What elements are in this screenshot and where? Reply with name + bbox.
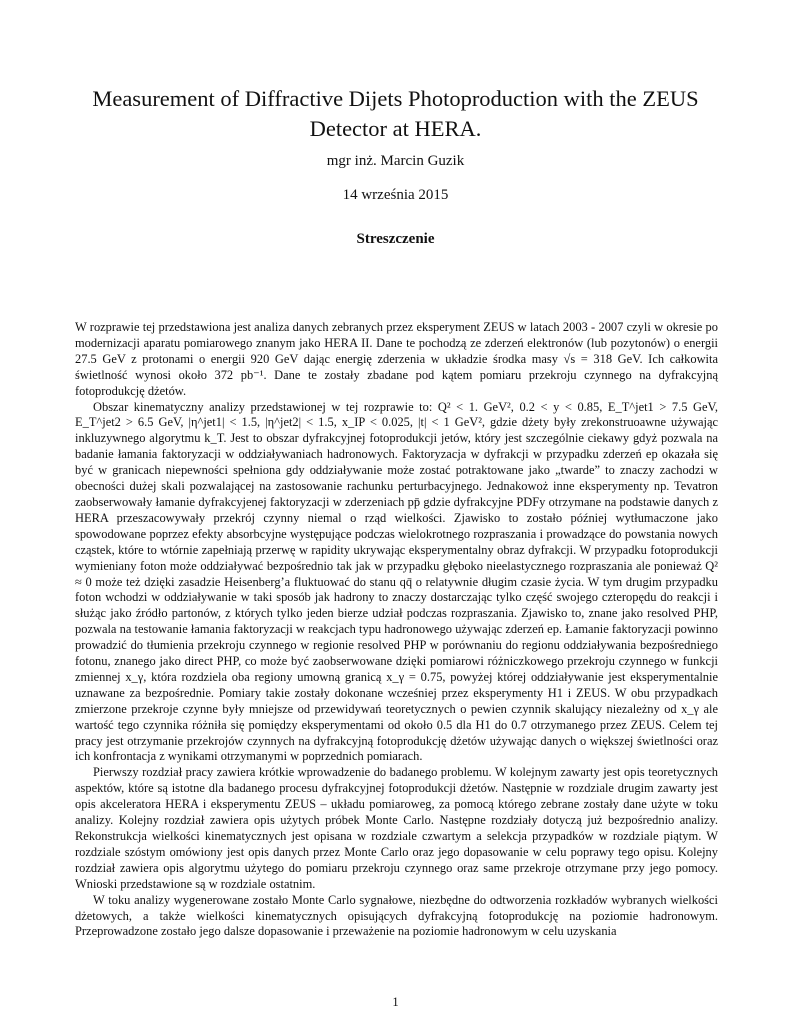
abstract-paragraph-4: W toku analizy wygenerowane zostało Monte Carlo sygnałowe, niezbędne do odtworzenia rozkładów wybranych wielkości dżetowych, a także wielkości kinematycznych opisujących dyfrakcyjną fotoprodukcję na poziomie hadronowym. Przeprowadzone zostało jego dalsze dopasowanie i przeważenie na poziomie hadronowym w celu uzyskania xyxy=(75,892,718,939)
paper-title: Measurement of Diffractive Dijets Photoproduction with the ZEUS Detector at HERA. xyxy=(92,86,699,141)
abstract-paragraph-3: Pierwszy rozdział pracy zawiera krótkie wprowadzenie do badanego problemu. W kolejnym zawarty jest opis teoretycznych aspektów, które są istotne dla badanego procesu dyfrakcyjnej fotoprodukcji dżetów. Następnie w rozdziale drugim zawarty jest opis akceleratora HERA i eksperymentu ZEUS – układu pomiaroweg, za pomocą którego zebrane zostały dane użyte w toku analizy. Kolejny rozdział zawiera opis użytych próbek Monte Carlo. Następne rozdziały dotyczą już bezpośrednio analizy. Rekonstrukcja wielkości kinematycznych jest opisana w rozdziale czwartym a selekcja przypadków w rozdziale piątym. W rozdziale szóstym omówiony jest opis danych przez Monte Carlo oraz jego dopasowanie w celu poprawy tego opisu. Kolejny rozdział zawiera opis algorytmu użytego do pomiaru przekroju czynnego oraz same przekroje otrzymane przy jego pomocy. Wnioski przedstawione są w rozdziale ostatnim. xyxy=(75,765,718,891)
paper-date: 14 września 2015 xyxy=(342,187,449,203)
abstract-heading: Streszczenie xyxy=(356,231,435,247)
abstract-paragraph-1: W rozprawie tej przedstawiona jest analiza danych zebranych przez eksperyment ZEUS w latach 2003 - 2007 czyli w okresie po modernizacji aparatu pomiarowego znanym jako HERA II. Dane te pochodzą ze zderzeń elektronów (lub pozytonów) o energii 27.5 GeV z protonami o energii 920 GeV dając energię zderzenia w układzie środka masy √s = 318 GeV. Ich całkowita świetlność wynosi około 372 pb⁻¹. Dane te zostały zbadane pod kątem pomiaru przekroju czynnego na dyfrakcyjną fotoprodukcję dżetów. xyxy=(75,320,718,398)
abstract-paragraph-2: Obszar kinematyczny analizy przedstawionej w tej rozprawie to: Q² < 1. GeV², 0.2 < y < 0.85, E_T^jet1 > 7.5 GeV, E_T^jet2 > 6.5 GeV, |η^jet1| < 1.5, |η^jet2| < 1.5, x_IP < 0.025, |t| < 1 GeV², gdzie dżety były zrekonstruoawne używając inkluzywnego algorytmu k_T. Jest to obszar dyfrakcyjnej fotoprodukcji jetów, który jest szczególnie ciekawy gdyż pozwala na badanie łamania faktoryzacji w oddziaływaniach hadronowych. Faktoryzacja w dyfrakcji w przypadku zderzeń ep okazała się być w granicach niepewności spełniona gdy oddziaływanie może zostać potraktowane jako „twarde” to znaczy zachodzi w obecności dużej skali pozwalającej na zastosowanie rachunku perturbacyjnego. Jednakowoż inne eksperymenty np. Tevatron zaobserwowały łamanie dyfrakcyjenej faktoryzacji w zderzeniach pp̄ gdzie dyfrakcyjne PDFy otrzymane na podstawie danych z HERA przeszacowywały przekrój czynny niemal o rząd wielkości. Zjawisko to zostało później wytłumaczone jako spowodowane poprzez efekty absorbcyjne występujące podczas wielokrotnego rozpraszania i prowadzące do powstania nowych cząstek, które to wtórnie zapełniają przerwę w rapidity ukrywając eksperymentalny obraz dyfrakcji. W przypadku fotoprodukcji wymieniany foton może oddziaływać bezpośrednio tak jak w przypadku głęboko nieelastycznego rozpraszania ale ponieważ Q² ≈ 0 może też dzięki zasadzie Heisenberg’a fluktuować do stanu qq̄ o relatywnie długim czasie życia. W tym drugim przypadku foton wchodzi w oddziaływanie w taki sposób jak hadrony to znaczy dostarczając tylko część swojego czteropędu do reakcji i służąc jako źródło partonów, z których tylko jeden bierze udział podczas rozpraszania. Zjawisko to, znane jako resolved PHP, pozwala na testowanie łamania faktoryzacji w reakcjach typu hadronowego używając zderzeń ep. Łamanie faktoryzacji powinno prowadzić do tłumienia przekroju czynnego w regionie resolved PHP w porównaniu do regionu oddziaływania bezpośredniego fotonu, znanego jako direct PHP, co może być zaobserwowane dzięki pomiarowi różniczkowego przekroju czynnego w funkcji zmiennej x_γ, która rozdziela oba regiony umowną granicą x_γ = 0.75, powyżej której oddziaływanie jest eksperymentalnie uznawane za bezpośrednie. Pomiary takie zostały dokonane wcześniej przez eksperymenty H1 i ZEUS. W obu przypadkach zmierzone przekroje czynne były mniejsze od przewidywań teoretycznych o pewien czynnik skalujący niezależny od x_γ ale wartość tego czynnika różniła się pomiędzy eksperymentami od około 0.5 dla H1 do 0.7 otrzymanego przez ZEUS. Celem tej pracy jest otrzymanie przekrojów czynnych na dyfrakcyjną fotoprodukcję dżetów używając danych o większej świetlności oraz ich konfrontacja z wynikami otrzymanymi w poprzednich pomiarach. xyxy=(75,399,718,764)
abstract-body xyxy=(75,320,718,940)
page-number: 1 xyxy=(392,995,399,1009)
author-name: mgr inż. Marcin Guzik xyxy=(326,153,465,169)
